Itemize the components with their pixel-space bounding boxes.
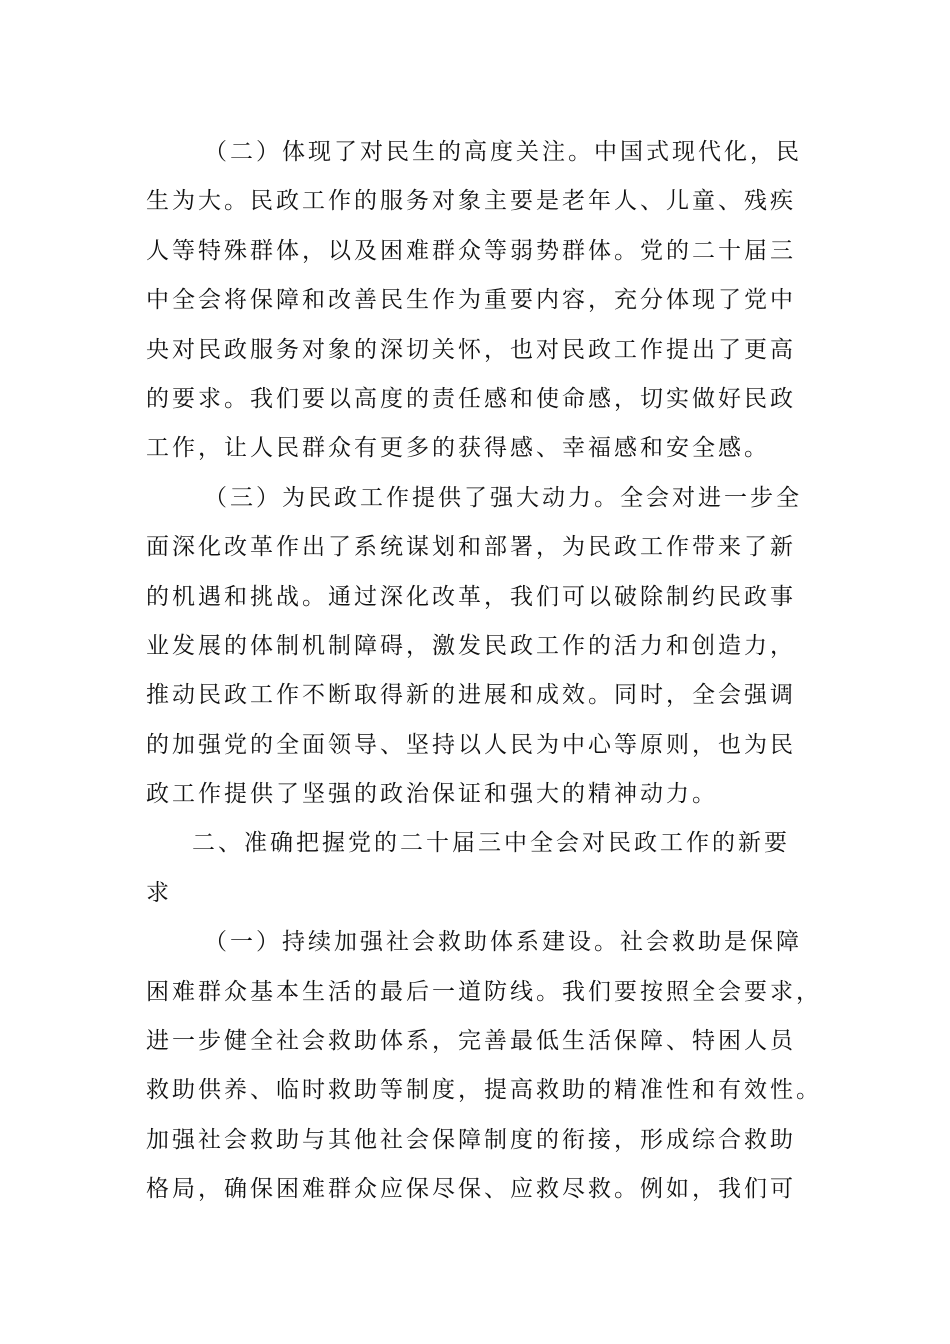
text-line: 人等特殊群体，以及困难群众等弱势群体。党的二十届三 [146, 237, 796, 264]
heading-line: 求 [146, 879, 172, 906]
text-line: 的要求。我们要以高度的责任感和使命感，切实做好民政 [146, 385, 796, 412]
text-line: 面深化改革作出了系统谋划和部署，为民政工作带来了新 [146, 534, 796, 561]
paragraph-3 [146, 474, 802, 820]
text-line: 困难群众基本生活的最后一道防线。我们要按照全会要求， [146, 978, 822, 1005]
text-line: 工作，让人民群众有更多的获得感、幸福感和安全感。 [146, 435, 770, 462]
text-line: （二）体现了对民生的高度关注。中国式现代化，民 [204, 139, 802, 165]
text-line: 格局，确保困难群众应保尽保、应救尽救。例如，我们可 [146, 1176, 796, 1203]
text-line: 救助供养、临时救助等制度，提高救助的精准性和有效性。 [146, 1077, 822, 1104]
text-line: 进一步健全社会救助体系，完善最低生活保障、特困人员 [146, 1028, 796, 1055]
text-line: 推动民政工作不断取得新的进展和成效。同时，全会强调 [146, 682, 796, 709]
text-line: 政工作提供了坚强的政治保证和强大的精神动力。 [146, 781, 718, 808]
text-line: 加强社会救助与其他社会保障制度的衔接，形成综合救助 [146, 1126, 796, 1153]
text-line: 央对民政服务对象的深切关怀，也对民政工作提出了更高 [146, 336, 796, 363]
text-line: 生为大。民政工作的服务对象主要是老年人、儿童、残疾 [146, 188, 796, 215]
document-body [146, 128, 822, 1215]
section-heading [146, 819, 796, 918]
heading-line: 二、准确把握党的二十届三中全会对民政工作的新要 [192, 830, 790, 857]
text-line: 的机遇和挑战。通过深化改革，我们可以破除制约民政事 [146, 583, 796, 610]
text-line: （一）持续加强社会救助体系建设。社会救助是保障 [204, 929, 802, 956]
text-line: 的加强党的全面领导、坚持以人民为中心等原则，也为民 [146, 731, 796, 758]
text-line: 中全会将保障和改善民生作为重要内容，充分体现了党中 [146, 287, 796, 314]
paragraph-2 [146, 128, 802, 474]
text-line: （三）为民政工作提供了强大动力。全会对进一步全 [204, 484, 802, 511]
paragraph-2-1 [146, 918, 822, 1214]
text-line: 业发展的体制机制障碍，激发民政工作的活力和创造力， [146, 632, 796, 659]
